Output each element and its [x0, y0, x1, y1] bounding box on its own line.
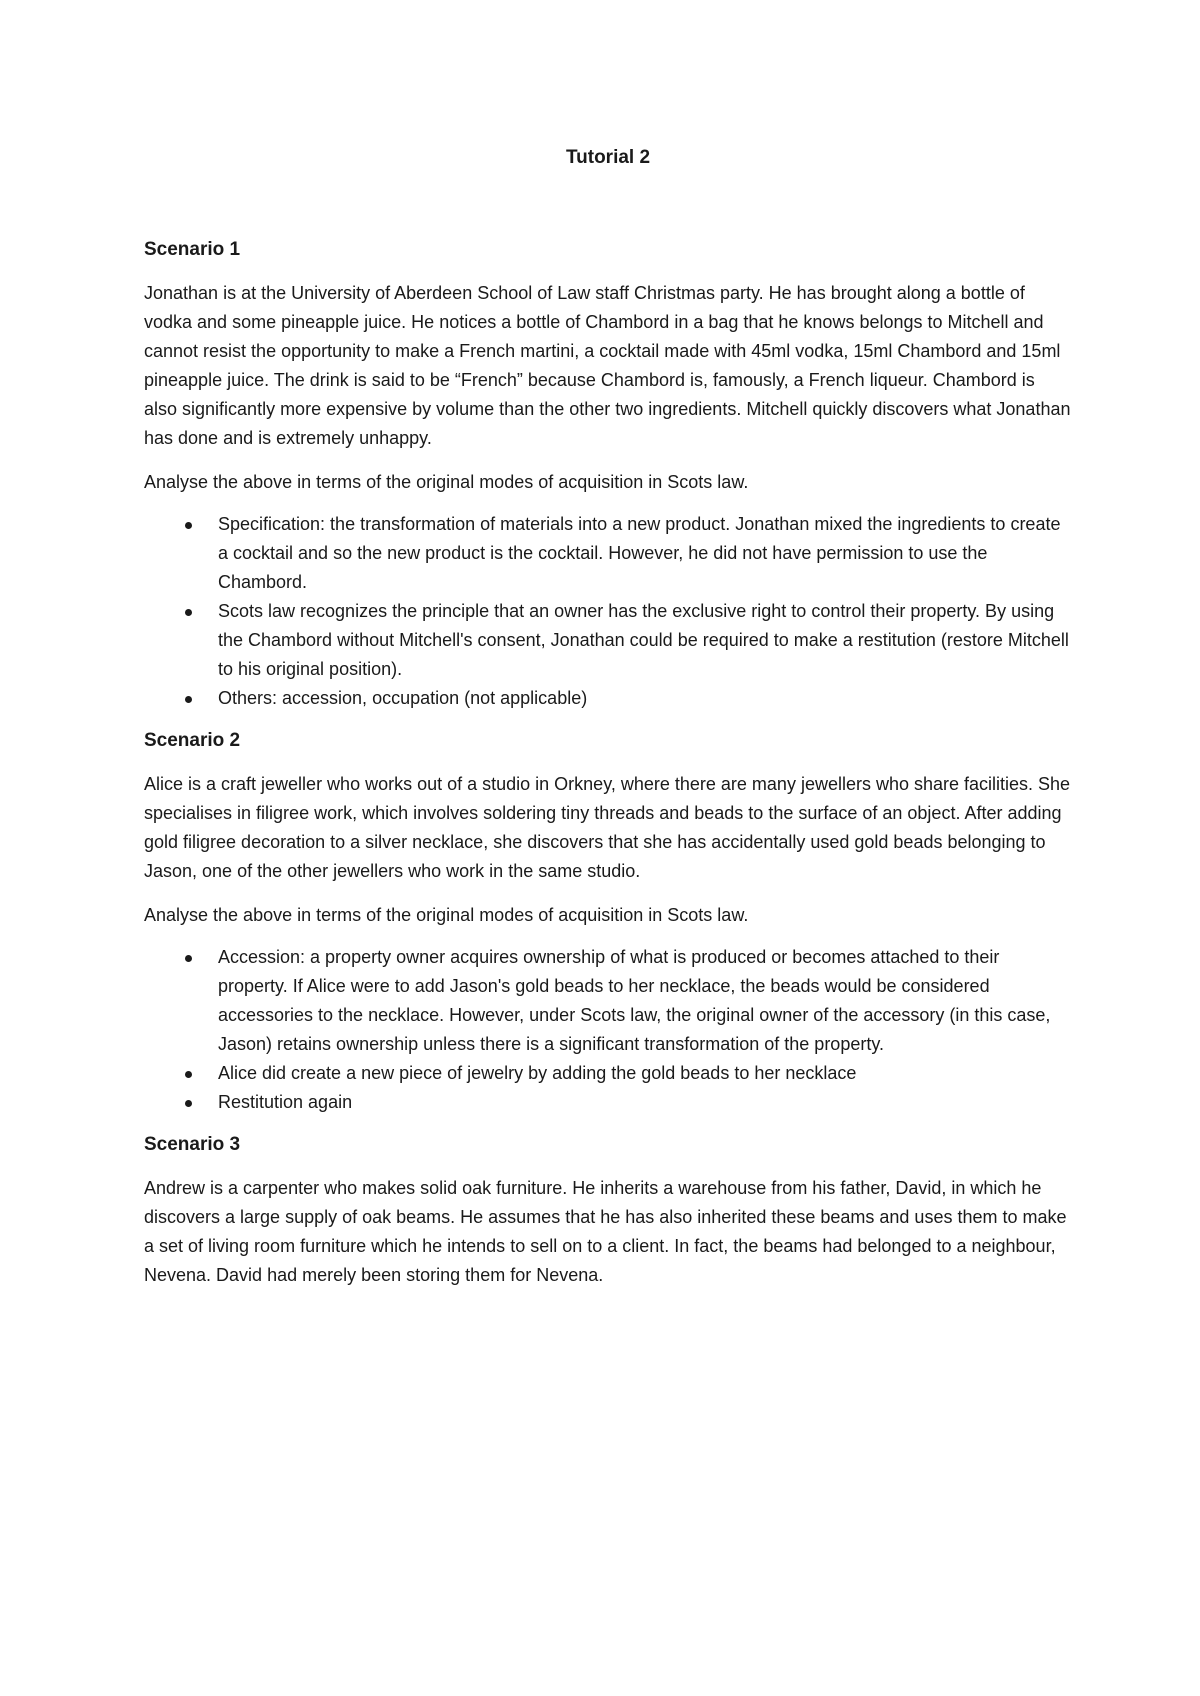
- list-item: [144, 684, 1072, 713]
- scenario-2-heading: Scenario 2: [144, 730, 241, 751]
- bullet-text: Specification: the transformation of materials into a new product. Jonathan mixed the ingredients to create a cocktail and so the new product is the cocktail. However, he did not have permission to use the Chambord.: [218, 514, 1061, 592]
- scenario-3-section: [144, 1131, 1072, 1290]
- list-item: [144, 943, 1072, 1059]
- scenario-3-paragraph: Andrew is a carpenter who makes solid oak furniture. He inherits a warehouse from his father, David, in which he discovers a large supply of oak beams. He assumes that he has also inherited these beams and uses them to make a set of living room furniture which he intends to sell on to a client. In fact, the beams had belonged to a neighbour, Nevena. David had merely been storing them for Nevena.: [144, 1178, 1067, 1285]
- scenario-2-bullet-list: [144, 943, 1072, 1117]
- scenario-2-paragraph: Alice is a craft jeweller who works out of a studio in Orkney, where there are many jewellers who share facilities. She specialises in filigree work, which involves soldering tiny threads and beads to the surface of an object. After adding gold filigree decoration to a silver necklace, she discovers that she has accidentally used gold beads belonging to Jason, one of the other jewellers who work in the same studio.: [144, 774, 1071, 881]
- bullet-icon: [185, 522, 192, 529]
- bullet-icon: [185, 609, 192, 616]
- scenario-1-section: [144, 236, 1072, 713]
- scenario-1-heading: Scenario 1: [144, 239, 241, 260]
- bullet-icon: [185, 696, 192, 703]
- list-item: [144, 597, 1072, 684]
- bullet-text: Scots law recognizes the principle that an owner has the exclusive right to control their property. By using the Chambord without Mitchell's consent, Jonathan could be required to make a restitution (restore Mitchell to his original position).: [218, 601, 1069, 679]
- bullet-text: Others: accession, occupation (not applicable): [218, 688, 588, 708]
- scenario-1-bullet-list: [144, 510, 1072, 713]
- scenario-1-paragraph: Jonathan is at the University of Aberdeen School of Law staff Christmas party. He has brought along a bottle of vodka and some pineapple juice. He notices a bottle of Chambord in a bag that he knows belongs to Mitchell and cannot resist the opportunity to make a French martini, a cocktail made with 45ml vodka, 15ml Chambord and 15ml pineapple juice. The drink is said to be “French” because Chambord is, famously, a French liqueur. Chambord is also significantly more expensive by volume than the other two ingredients. Mitchell quickly discovers what Jonathan has done and is extremely unhappy.: [144, 283, 1071, 448]
- scenario-3-heading: Scenario 3: [144, 1134, 241, 1155]
- bullet-text: Accession: a property owner acquires ownership of what is produced or becomes attached to their property. If Alice were to add Jason's gold beads to her necklace, the beads would be considered accessories to the necklace. However, under Scots law, the original owner of the accessory (in this case, Jason) retains ownership unless there is a significant transformation of the property.: [218, 947, 1051, 1054]
- document-body: [144, 144, 1072, 1290]
- bullet-text: Alice did create a new piece of jewelry by adding the gold beads to her necklace: [218, 1063, 857, 1083]
- scenario-2-section: [144, 727, 1072, 1117]
- document-title: Tutorial 2: [565, 147, 651, 168]
- bullet-icon: [185, 1100, 192, 1107]
- list-item: [144, 510, 1072, 597]
- scenario-2-prompt: Analyse the above in terms of the original modes of acquisition in Scots law.: [144, 905, 749, 925]
- bullet-icon: [185, 1071, 192, 1078]
- list-item: [144, 1088, 1072, 1117]
- list-item: [144, 1059, 1072, 1088]
- scenario-1-prompt: Analyse the above in terms of the original modes of acquisition in Scots law.: [144, 472, 749, 492]
- bullet-icon: [185, 955, 192, 962]
- bullet-text: Restitution again: [218, 1092, 353, 1112]
